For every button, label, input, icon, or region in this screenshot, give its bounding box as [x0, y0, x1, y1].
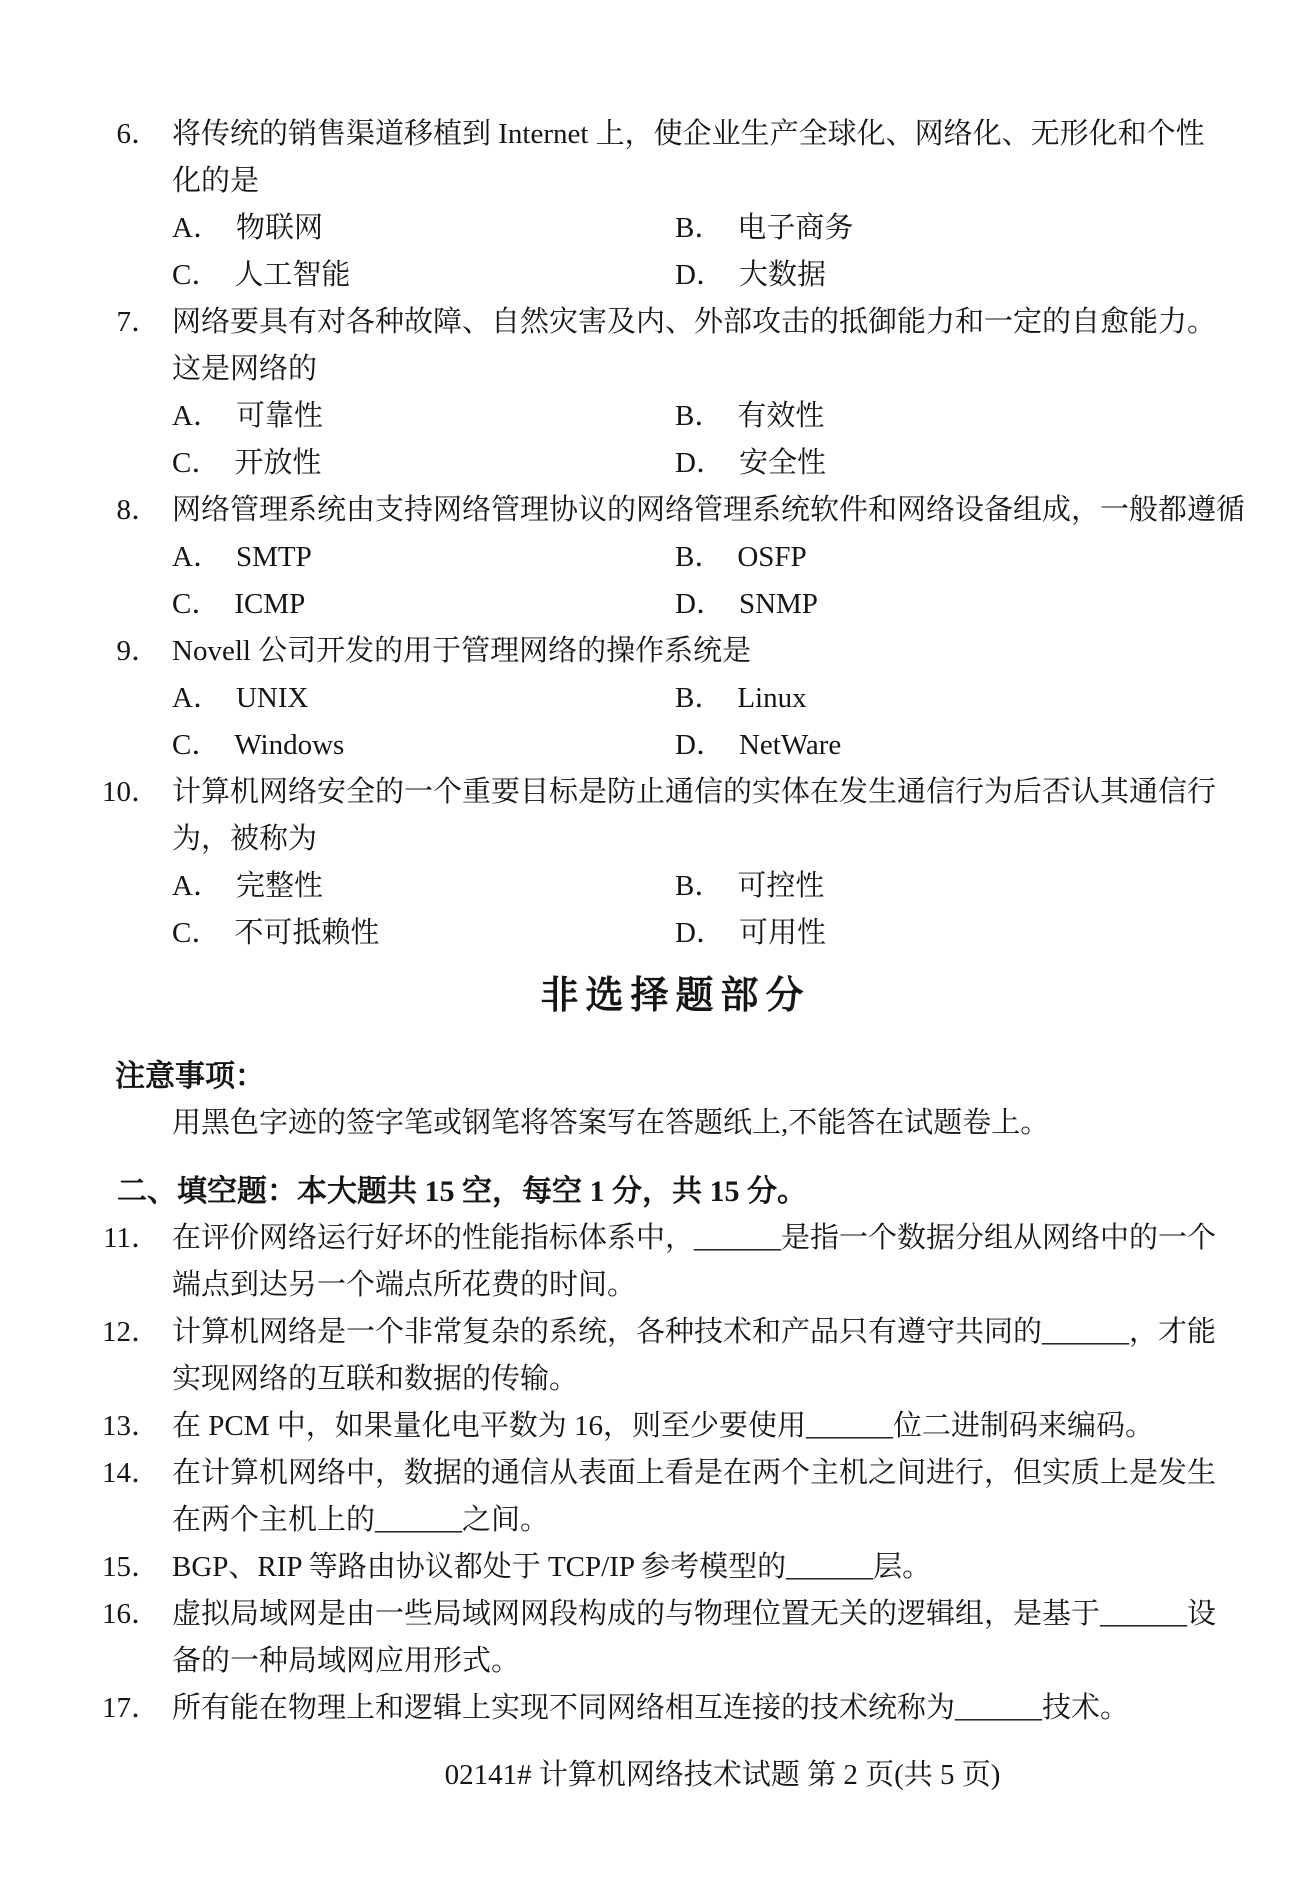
question-number: 6．	[116, 118, 160, 150]
question-text-line: 在两个主机上的______之间。	[172, 1504, 550, 1536]
option-a	[172, 534, 675, 581]
question-number: 13．	[101, 1410, 160, 1442]
question-number: 17．	[101, 1692, 160, 1724]
option-c-label: C．	[172, 259, 221, 291]
option-row	[172, 581, 1305, 628]
option-d	[675, 910, 826, 957]
option-row	[172, 534, 1305, 581]
option-a	[172, 205, 675, 252]
option-c-text: 人工智能	[234, 259, 351, 291]
option-b-text: OSFP	[737, 541, 807, 573]
question-number: 7．	[116, 306, 160, 338]
option-a	[172, 393, 675, 440]
question-text-line: 实现网络的互联和数据的传输。	[172, 1363, 579, 1395]
option-c-text: ICMP	[234, 588, 306, 620]
question-17	[101, 1685, 1305, 1732]
option-row	[172, 675, 1305, 722]
option-c	[172, 581, 675, 628]
question-number: 11．	[103, 1222, 160, 1254]
option-row	[172, 440, 1305, 487]
question-text-line: 为，被称为	[172, 823, 318, 855]
option-b-text: 电子商务	[737, 212, 854, 244]
multiple-choice-section	[0, 111, 1305, 957]
option-d	[675, 581, 818, 628]
option-row	[172, 252, 1305, 299]
option-d-label: D．	[675, 917, 725, 949]
option-b-text: 有效性	[737, 400, 825, 432]
option-b-label: B．	[675, 682, 724, 714]
question-text-line: 将传统的销售渠道移植到 Internet 上，使企业生产全球化、网络化、无形化和个性	[172, 118, 1205, 150]
option-row	[172, 863, 1305, 910]
option-b-label: B．	[675, 541, 724, 573]
option-a-text: SMTP	[235, 541, 312, 573]
question-text-line: 在评价网络运行好坏的性能指标体系中，______是指一个数据分组从网络中的一个	[172, 1222, 1217, 1254]
option-d	[675, 722, 841, 769]
question-7	[116, 299, 1305, 487]
option-c-label: C．	[172, 729, 221, 761]
section-heading: 非选择题部分	[540, 975, 811, 1017]
question-text-line: 网络管理系统由支持网络管理协议的网络管理系统软件和网络设备组成，一般都遵循	[172, 494, 1246, 526]
question-14	[101, 1450, 1305, 1544]
question-text-line: 这是网络的	[172, 353, 318, 385]
option-row	[172, 393, 1305, 440]
question-text-line: 所有能在物理上和逻辑上实现不同网络相互连接的技术统称为______技术。	[172, 1692, 1130, 1724]
option-d-text: 可用性	[738, 917, 826, 949]
option-a-label: A．	[172, 682, 222, 714]
question-number: 12．	[101, 1316, 160, 1348]
question-text-line: 网络要具有对各种故障、自然灾害及内、外部攻击的抵御能力和一定的自愈能力。	[172, 306, 1217, 338]
page-footer: 02141# 计算机网络技术试题 第 2 页(共 5 页)	[444, 1759, 1001, 1791]
question-text-line: Novell 公司开发的用于管理网络的操作系统是	[172, 635, 752, 667]
option-a	[172, 675, 675, 722]
option-b-label: B．	[675, 400, 724, 432]
question-text-line: 计算机网络是一个非常复杂的系统，各种技术和产品只有遵守共同的______，才能	[172, 1316, 1217, 1348]
option-b-text: 可控性	[737, 870, 825, 902]
option-c	[172, 440, 675, 487]
option-c-label: C．	[172, 917, 221, 949]
option-b-label: B．	[675, 212, 724, 244]
option-row	[172, 205, 1305, 252]
option-d	[675, 252, 826, 299]
option-a-label: A．	[172, 212, 222, 244]
option-b	[675, 675, 807, 722]
option-row	[172, 910, 1305, 957]
option-row	[172, 722, 1305, 769]
question-text-line: 化的是	[172, 165, 260, 197]
question-10	[101, 769, 1305, 957]
option-a-text: 完整性	[235, 870, 323, 902]
option-d-text: 安全性	[738, 447, 826, 479]
option-b	[675, 534, 807, 581]
question-text-line: 备的一种局域网应用形式。	[172, 1645, 521, 1677]
option-a-text: 物联网	[235, 212, 323, 244]
option-d-label: D．	[675, 588, 725, 620]
option-c	[172, 722, 675, 769]
question-number: 14．	[101, 1457, 160, 1489]
option-d-label: D．	[675, 259, 725, 291]
question-text-line: BGP、RIP 等路由协议都处于 TCP/IP 参考模型的______层。	[172, 1551, 932, 1583]
option-c	[172, 252, 675, 299]
option-a-label: A．	[172, 870, 222, 902]
question-number: 9．	[116, 635, 160, 667]
option-b-text: Linux	[737, 682, 807, 714]
question-16	[101, 1591, 1305, 1685]
question-text-line: 虚拟局域网是由一些局域网网段构成的与物理位置无关的逻辑组，是基于______设	[172, 1598, 1217, 1630]
option-c-text: Windows	[234, 729, 345, 761]
option-d-text: 大数据	[738, 259, 826, 291]
option-a	[172, 863, 675, 910]
question-number: 15．	[101, 1551, 160, 1583]
question-11	[103, 1215, 1305, 1309]
option-d	[675, 440, 826, 487]
option-a-text: 可靠性	[235, 400, 323, 432]
option-d-text: NetWare	[738, 729, 842, 761]
question-number: 10．	[101, 776, 160, 808]
option-d-label: D．	[675, 729, 725, 761]
fill-section-heading: 二、填空题：本大题共 15 空，每空 1 分，共 15 分。	[117, 1175, 807, 1208]
option-b	[675, 863, 824, 910]
question-number: 16．	[101, 1598, 160, 1630]
question-13	[101, 1403, 1305, 1450]
question-text-line: 端点到达另一个端点所花费的时间。	[172, 1269, 637, 1301]
question-text-line: 在计算机网络中，数据的通信从表面上看是在两个主机之间进行，但实质上是发生	[172, 1457, 1217, 1489]
option-c-text: 不可抵赖性	[234, 917, 380, 949]
question-text-line: 在 PCM 中，如果量化电平数为 16，则至少要使用______位二进制码来编码。	[172, 1410, 1155, 1442]
option-d-text: SNMP	[738, 588, 818, 620]
notes-text: 用黑色字迹的签字笔或钢笔将答案写在答题纸上,不能答在试题卷上。	[172, 1107, 1050, 1139]
option-a-label: A．	[172, 400, 222, 432]
question-9	[116, 628, 1305, 769]
notes-block	[0, 1053, 1305, 1147]
option-d-label: D．	[675, 447, 725, 479]
question-number: 8．	[116, 494, 160, 526]
option-b-label: B．	[675, 870, 724, 902]
option-b	[675, 393, 824, 440]
question-text-line: 计算机网络安全的一个重要目标是防止通信的实体在发生通信行为后否认其通信行	[172, 776, 1217, 808]
question-12	[101, 1309, 1305, 1403]
option-c-text: 开放性	[234, 447, 322, 479]
option-a-label: A．	[172, 541, 222, 573]
notes-label: 注意事项：	[115, 1060, 265, 1093]
question-8	[116, 487, 1305, 628]
fill-in-section	[0, 1215, 1305, 1732]
question-15	[101, 1544, 1305, 1591]
option-a-text: UNIX	[235, 682, 309, 714]
question-6	[116, 111, 1305, 299]
option-b	[675, 205, 853, 252]
option-c-label: C．	[172, 447, 221, 479]
option-c-label: C．	[172, 588, 221, 620]
option-c	[172, 910, 675, 957]
